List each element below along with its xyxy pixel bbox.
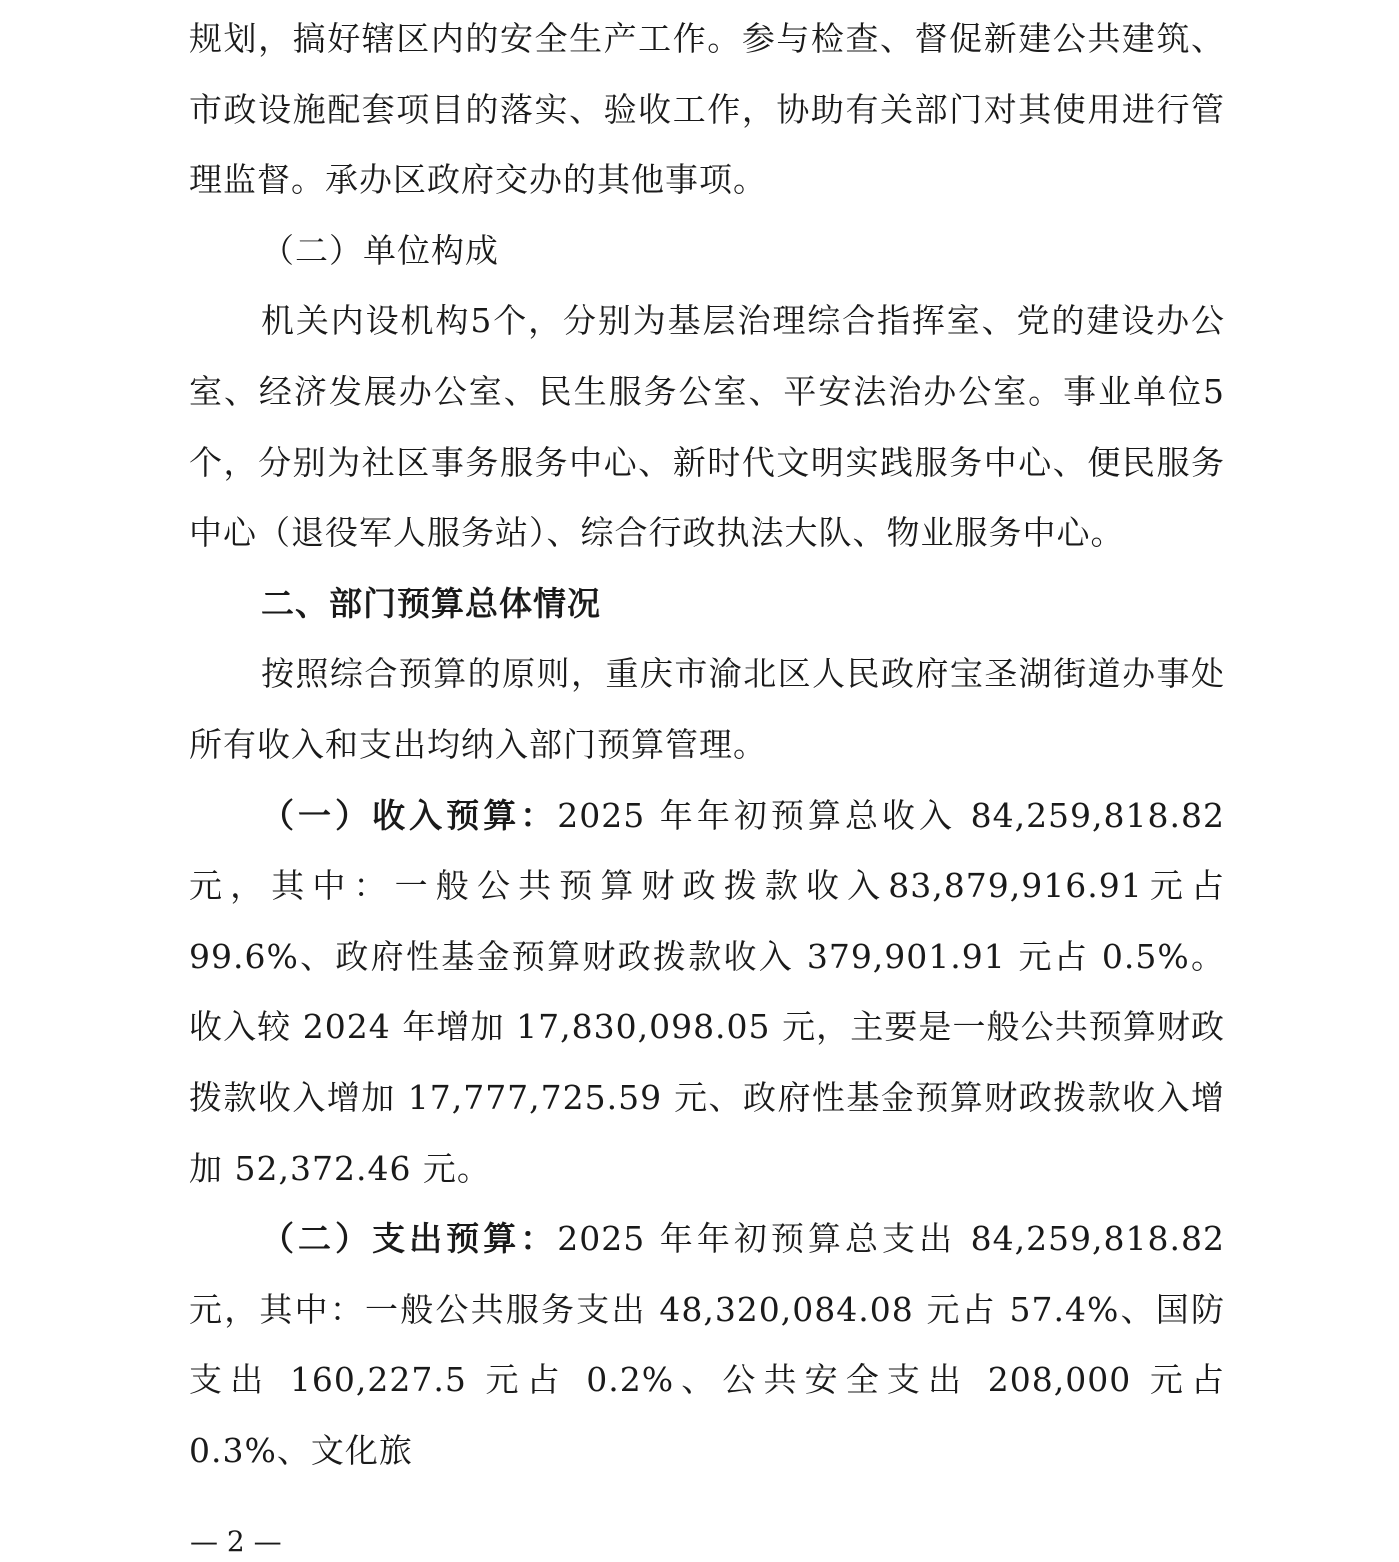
paragraph-income-budget bbox=[189, 781, 1225, 1205]
paragraph-expense-budget bbox=[189, 1204, 1225, 1486]
paragraph-continuation: 规划，搞好辖区内的安全生产工作。参与检查、督促新建公共建筑、市政设施配套项目的落实、验收工作，协助有关部门对其使用进行管理监督。承办区政府交办的其他事项。 bbox=[189, 19, 1225, 200]
expense-budget-label: （二）支出预算： bbox=[261, 1219, 558, 1259]
heading-unit-composition: （二）单位构成 bbox=[261, 230, 499, 270]
income-budget-text: 2025 年年初预算总收入 84,259,818.82 元，其中：一般公共预算财政拨款收入83,879,916.91元占99.6%、政府性基金预算财政拨款收入 379,901.91 元占 0.5%。收入较 2024 年增加 17,830,098.05 元，主要是一般公共预算财政拨款收入增加 17,777,725.59 元、政府性基金预算财政拨款收入增加 52,372.46 元。 bbox=[189, 795, 1226, 1188]
expense-budget-text: 2025 年年初预算总支出 84,259,818.82 元，其中：一般公共服务支出 48,320,084.08 元占 57.4%、国防支出 160,227.5 元占 0.2%、公共安全支出 208,000 元占 0.3%、文化旅 bbox=[189, 1219, 1226, 1470]
paragraph-unit-composition: 机关内设机构5个，分别为基层治理综合指挥室、党的建设办公室、经济发展办公室、民生服务公室、平安法治办公室。事业单位5个，分别为社区事务服务中心、新时代文明实践服务中心、便民服务中心（退役军人服务站）、综合行政执法大队、物业服务中心。 bbox=[189, 301, 1225, 553]
paragraph-budget-principle: 按照综合预算的原则，重庆市渝北区人民政府宝圣湖街道办事处所有收入和支出均纳入部门预算管理。 bbox=[189, 654, 1225, 764]
heading-budget-overview: 二、部门预算总体情况 bbox=[261, 583, 601, 623]
page-number: — 2 — bbox=[190, 1525, 282, 1558]
document-body bbox=[189, 4, 1225, 1486]
income-budget-label: （一）收入预算： bbox=[261, 795, 558, 835]
